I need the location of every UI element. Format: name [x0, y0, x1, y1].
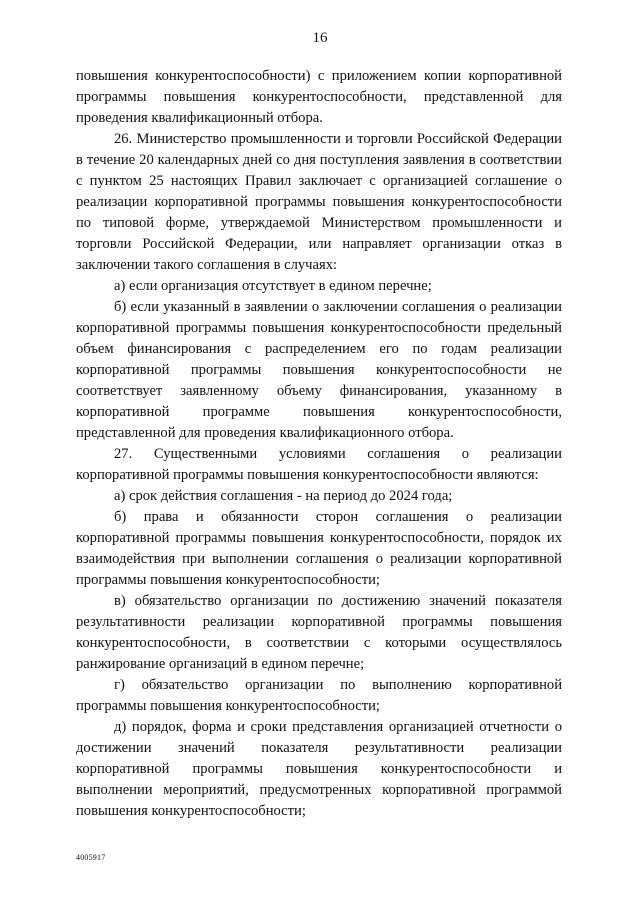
paragraph-item-27-d: д) порядок, форма и сроки представления организацией отчетности о достижении значений показателя результативности реализации корпоративной программы повышения конкурентоспособности и выполнении мероприятий, предусмотренных корпоративной программой повышения конкурентоспособности;: [76, 719, 562, 819]
paragraph-item-26: 26. Министерство промышленности и торговли Российской Федерации в течение 20 календарных дней со дня поступления заявления в соответствии с пунктом 25 настоящих Правил заключает с организацией соглашение о реализации корпоративной программы повышения конкурентоспособности по типовой форме, утверждаемой Министерством промышленности и торговли Российской Федерации, или направляет организации отказ в заключении такого соглашения в случаях:: [76, 131, 562, 273]
paragraph-item-27-b: б) права и обязанности сторон соглашения о реализации корпоративной программы повышения конкурентоспособности, порядок их взаимодействия при выполнении соглашения о реализации корпоративной программы повышения конкурентоспособности;: [76, 509, 562, 588]
paragraph-item-27-a: а) срок действия соглашения - на период до 2024 года;: [114, 488, 453, 504]
document-code: 4005917: [76, 853, 106, 862]
paragraph-item-27-v: в) обязательство организации по достижению значений показателя результативности реализации корпоративной программы повышения конкурентоспособности, в соответствии с которыми осуществлялось ранжирование организаций в едином перечне;: [76, 593, 562, 672]
paragraph-continuation: повышения конкурентоспособности) с приложением копии корпоративной программы повышения конкурентоспособности, представленной для проведения квалификационный отбора.: [76, 68, 562, 126]
page-number: 16: [312, 30, 328, 46]
paragraph-item-27-g: г) обязательство организации по выполнению корпоративной программы повышения конкурентоспособности;: [76, 677, 562, 714]
paragraph-item-26-a: а) если организация отсутствует в едином перечне;: [114, 278, 432, 294]
paragraph-item-26-b: б) если указанный в заявлении о заключении соглашения о реализации корпоративной программы повышения конкурентоспособности предельный объем финансирования с распределением его по годам реализации корпоративной программы повышения конкурентоспособности не соответствует заявленному объему финансирования, указанному в корпоративной программе повышения конкурентоспособности, представленной для проведения квалификационного отбора.: [76, 299, 562, 441]
paragraph-item-27: 27. Существенными условиями соглашения о реализации корпоративной программы повышения конкурентоспособности являются:: [76, 446, 562, 483]
document-body: [76, 66, 562, 822]
